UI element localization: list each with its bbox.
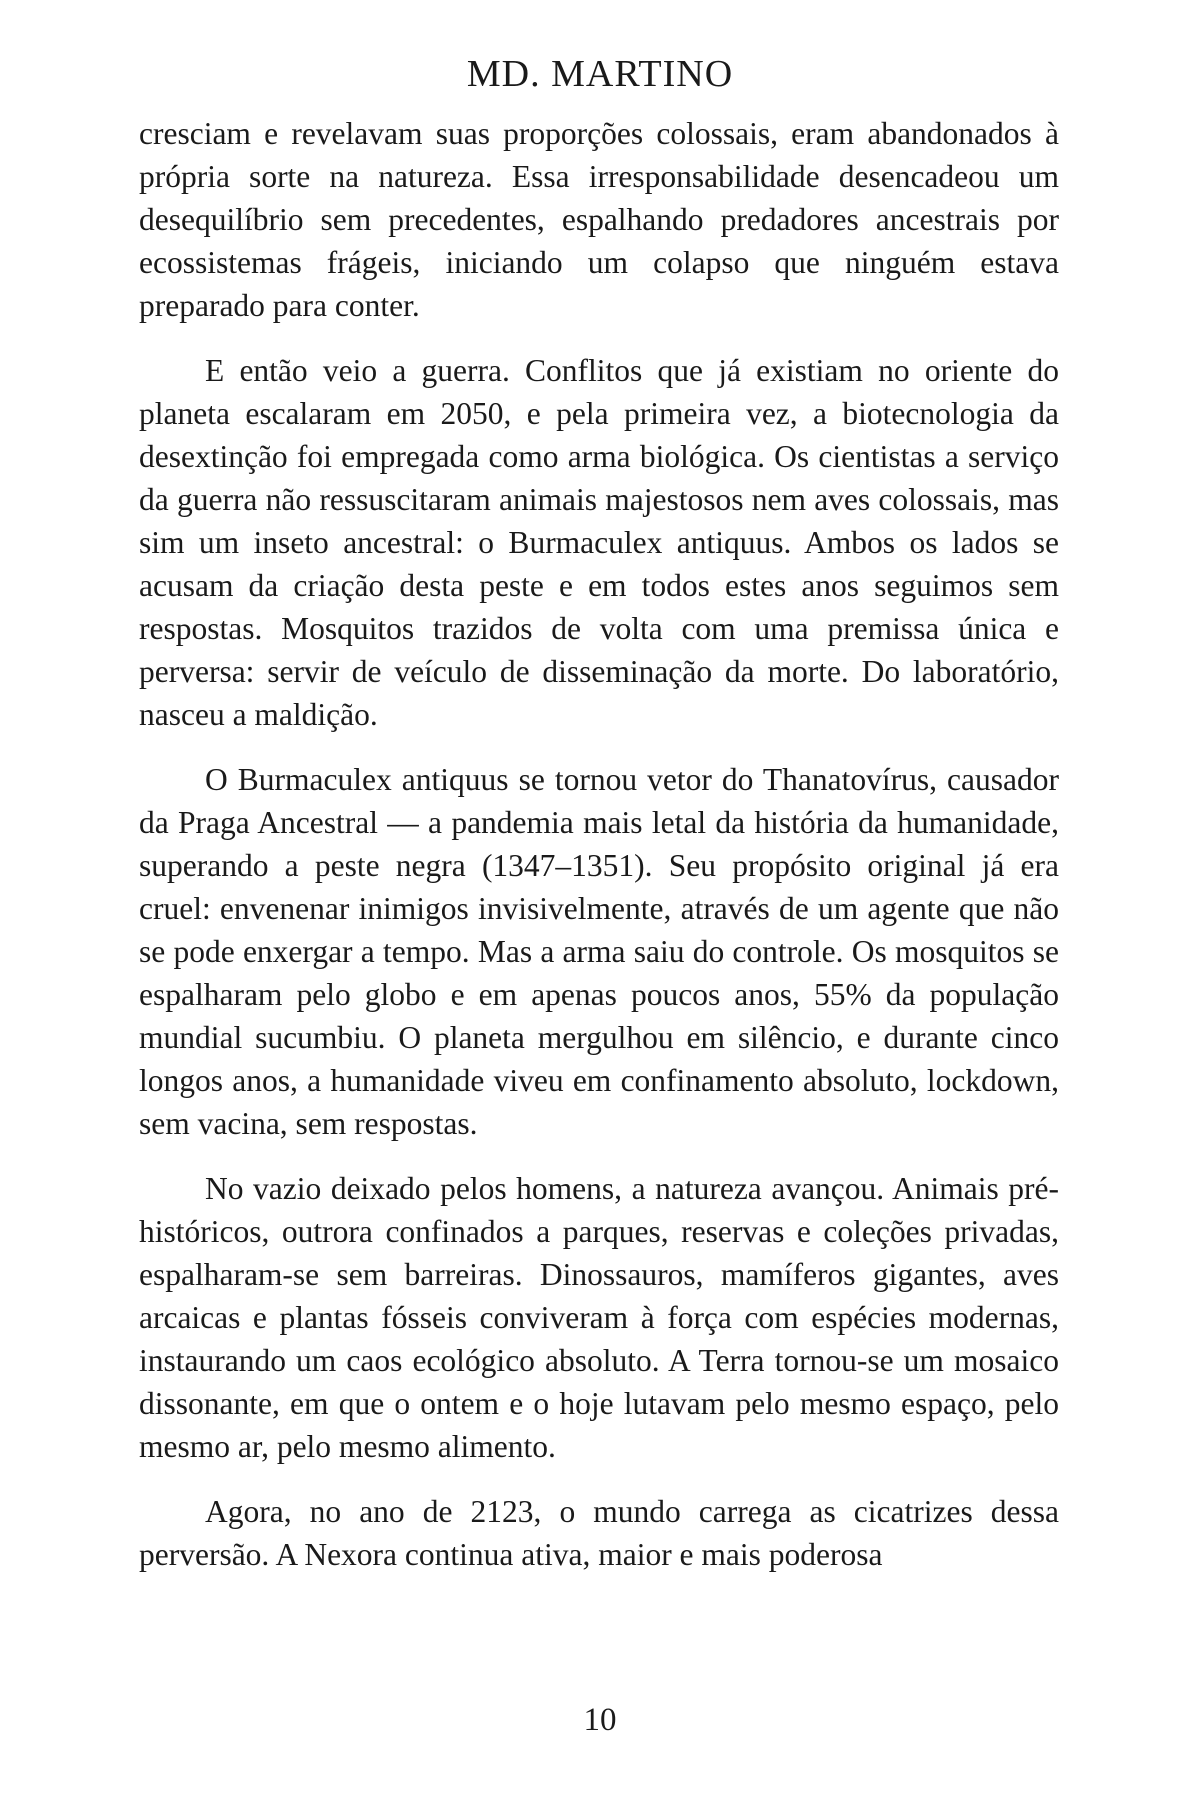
running-header-author: MD. MARTINO bbox=[466, 53, 734, 95]
paragraph-continuation: cresciam e revelavam suas proporções colossais, eram abandonados à própria sorte na natureza. Essa irresponsabilidade desencadeou um desequilíbrio sem precedentes, espalhando predadores ancestrais por ecossistemas frágeis, iniciando um colapso que ninguém estava preparado para conter. bbox=[139, 116, 1059, 323]
paragraph-present: Agora, no ano de 2123, o mundo carrega as cicatrizes dessa perversão. A Nexora continua ativa, maior e mais poderosa bbox=[139, 1494, 1059, 1572]
body-text bbox=[139, 112, 1059, 1598]
paragraph-war: E então veio a guerra. Conflitos que já existiam no oriente do planeta escalaram em 2050, e pela primeira vez, a biotecnologia da desextinção foi empregada como arma biológica. Os cientistas a serviço da guerra não ressuscitaram animais majestosos nem aves colossais, mas sim um inseto ancestral: o Burmaculex antiquus. Ambos os lados se acusam da criação desta peste e em todos estes anos seguimos sem respostas. Mosquitos trazidos de volta com uma premissa única e perversa: servir de veículo de disseminação da morte. Do laboratório, nasceu a maldição. bbox=[139, 353, 1059, 732]
page-number: 10 bbox=[583, 1702, 617, 1738]
paragraph-plague: O Burmaculex antiquus se tornou vetor do Thanatovírus, causador da Praga Ancestral — a pandemia mais letal da história da humanidade, superando a peste negra (1347–1351). Seu propósito original já era cruel: envenenar inimigos invisivelmente, através de um agente que não se pode enxergar a tempo. Mas a arma saiu do controle. Os mosquitos se espalharam pelo globo e em apenas poucos anos, 55% da população mundial sucumbiu. O planeta mergulhou em silêncio, e durante cinco longos anos, a humanidade viveu em confinamento absoluto, lockdown, sem vacina, sem respostas. bbox=[139, 762, 1059, 1141]
paragraph-nature: No vazio deixado pelos homens, a natureza avançou. Animais pré-históricos, outrora confinados a parques, reservas e coleções privadas, espalharam-se sem barreiras. Dinossauros, mamíferos gigantes, aves arcaicas e plantas fósseis conviveram à força com espécies modernas, instaurando um caos ecológico absoluto. A Terra tornou-se um mosaico dissonante, em que o ontem e o hoje lutavam pelo mesmo espaço, pelo mesmo ar, pelo mesmo alimento. bbox=[139, 1171, 1059, 1464]
